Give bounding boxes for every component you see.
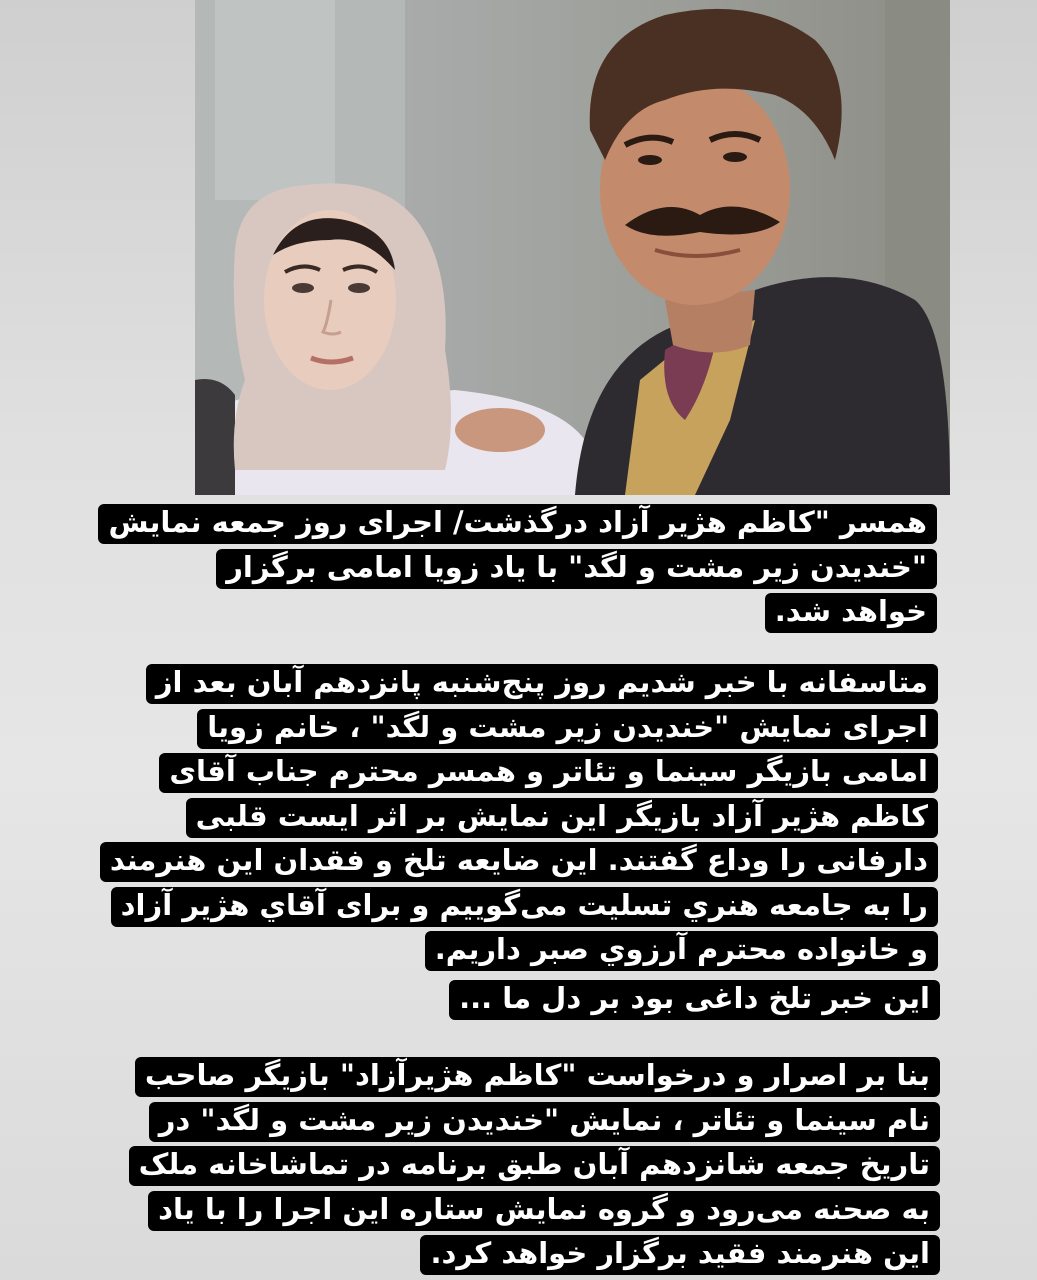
text-line: بنا بر اصرار و درخواست "کاظم هژیرآزاد" بازیگر صاحب bbox=[129, 1053, 940, 1098]
text-line: "خندیدن زیر مشت و لگد" با یاد زویا امامی برگزار bbox=[98, 545, 937, 590]
man-hand bbox=[455, 408, 545, 452]
text-line: امامی بازیگر سینما و تئاتر و همسر محترم جناب آقای bbox=[100, 749, 938, 794]
window-light bbox=[215, 0, 335, 200]
text-line: متاسفانه با خبر شدیم روز پنج‌شنبه پانزدهم آبان بعد از bbox=[100, 660, 938, 705]
text-line: این هنرمند فقید برگزار خواهد کرد. bbox=[129, 1231, 940, 1276]
performance-notice-block bbox=[129, 1053, 940, 1276]
text-line: این خبر تلخ داغی بود بر دل ما ... bbox=[449, 976, 940, 1021]
text-line: خواهد شد. bbox=[98, 589, 937, 634]
text-line: را به جامعه هنري تسليت می‌گوییم و برای آقاي هژير آزاد bbox=[100, 883, 938, 928]
news-body-block bbox=[100, 660, 938, 972]
text-line: کاظم هژیر آزاد بازیگر این نمایش بر اثر ایست قلبی bbox=[100, 794, 938, 839]
text-line: تاریخ جمعه شانزدهم آبان طبق برنامه در تماشاخانه ملک bbox=[129, 1142, 940, 1187]
news-photo bbox=[195, 0, 950, 495]
text-line: اجرای نمایش "خندیدن زیر مشت و لگد" ، خانم زویا bbox=[100, 705, 938, 750]
dark-shoulder bbox=[195, 379, 235, 495]
headline-block bbox=[98, 500, 937, 634]
photo-illustration bbox=[195, 0, 950, 495]
text-line: دارفانی را وداع گفتند. این ضایعه تلخ و فقدان این هنرمند bbox=[100, 838, 938, 883]
text-line: به صحنه می‌رود و گروه نمایش ستاره این اجرا را با یاد bbox=[129, 1187, 940, 1232]
condolence-block bbox=[449, 976, 940, 1021]
text-line: نام سینما و تئاتر ، نمایش "خندیدن زیر مشت و لگد" در bbox=[129, 1098, 940, 1143]
text-line: همسر "کاظم هژیر آزاد درگذشت/ اجرای روز جمعه نمایش bbox=[98, 500, 937, 545]
text-line: و خانواده محترم آرزوي صبر داریم. bbox=[100, 927, 938, 972]
